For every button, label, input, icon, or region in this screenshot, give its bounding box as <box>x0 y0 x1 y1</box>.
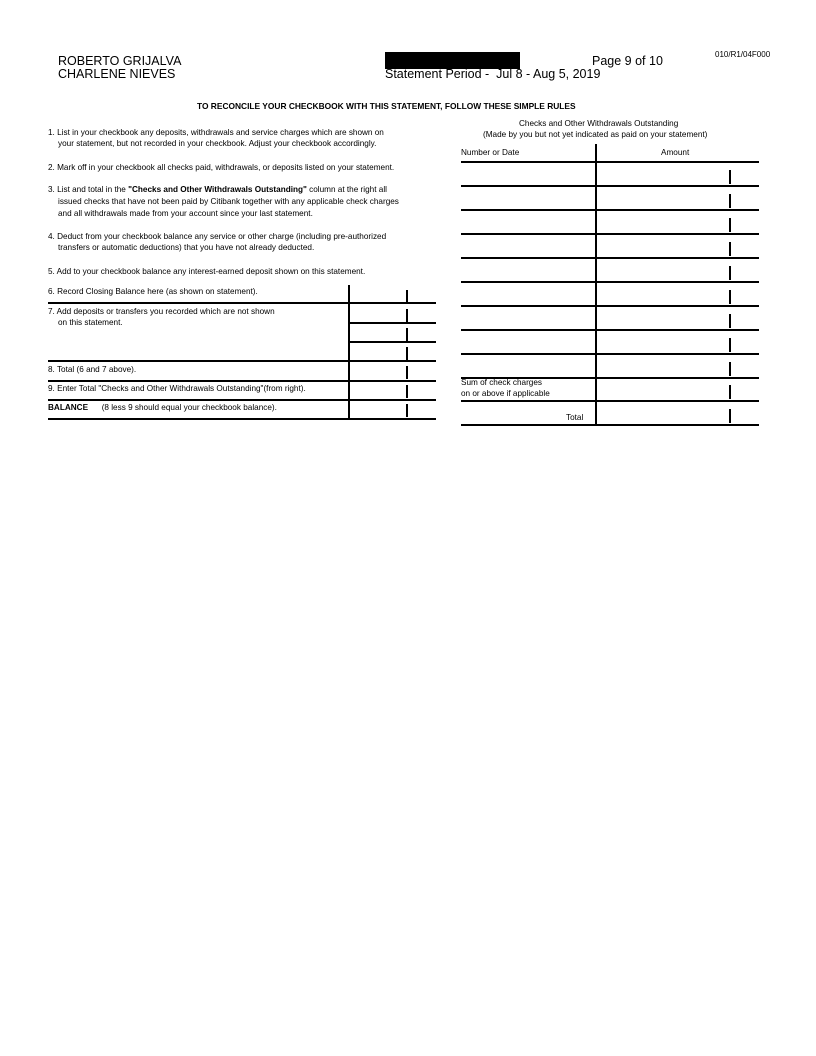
col-number-header: Number or Date <box>461 148 520 157</box>
rule-2: 2. Mark off in your checkbook all checks paid, withdrawals, or deposits listed on your statement. <box>48 163 395 172</box>
outstanding-cents-tick <box>729 409 731 423</box>
outstanding-cents-tick <box>729 385 731 399</box>
rule-7-line-2: on this statement. <box>58 318 123 327</box>
account-holder-2: CHARLENE NIEVES <box>58 67 176 81</box>
rule-3-pre: 3. List and total in the <box>48 185 129 194</box>
rule-3-bold: "Checks and Other Withdrawals Outstanding" <box>128 185 307 194</box>
sum-label-line-1: Sum of check charges <box>461 378 543 387</box>
col-amount-header: Amount <box>661 148 690 157</box>
rule-7-line-1: 7. Add deposits or transfers you recorded which are not shown <box>48 307 275 316</box>
statement-period: Statement Period - Jul 8 - Aug 5, 2019 <box>385 67 601 81</box>
rule-4-line-1: 4. Deduct from your checkbook balance any service or other charge (including pre-authorized <box>48 232 387 241</box>
cents-tick-7a <box>406 309 408 322</box>
outstanding-row-line <box>461 281 759 283</box>
balance-bottom <box>48 418 436 420</box>
row-7b-bottom <box>349 341 436 343</box>
rule-8: 8. Total (6 and 7 above). <box>48 365 137 374</box>
rule-1-line-2: your statement, but not recorded in your checkbook. Adjust your checkbook accordingly. <box>58 139 377 148</box>
left-amount-divider <box>348 285 350 419</box>
balance-label: BALANCE <box>48 403 89 412</box>
outstanding-cents-tick <box>729 242 731 256</box>
cents-tick-8 <box>406 366 408 379</box>
outstanding-cents-tick <box>729 194 731 208</box>
outstanding-row-line <box>461 233 759 235</box>
outstanding-cents-tick <box>729 290 731 304</box>
outstanding-row-line <box>461 257 759 259</box>
row-9-bottom <box>48 399 436 401</box>
outstanding-cents-tick <box>729 218 731 232</box>
outstanding-row-line <box>461 400 759 402</box>
row-8-bottom <box>48 380 436 382</box>
row-6-bottom <box>48 302 436 304</box>
rule-3-line-1 <box>48 184 387 195</box>
row-7-bottom <box>48 360 436 362</box>
rule-1-line-1: 1. List in your checkbook any deposits, withdrawals and service charges which are shown on <box>48 128 384 137</box>
outstanding-cents-tick <box>729 338 731 352</box>
outstanding-row-line <box>461 353 759 355</box>
outstanding-row-line <box>461 329 759 331</box>
cents-tick-7c <box>406 347 408 360</box>
outstanding-row-line <box>461 161 759 163</box>
total-label: Total <box>566 413 584 422</box>
reconcile-title: TO RECONCILE YOUR CHECKBOOK WITH THIS STATEMENT, FOLLOW THESE SIMPLE RULES <box>197 101 576 111</box>
cents-tick-9 <box>406 385 408 398</box>
outstanding-cents-tick <box>729 170 731 184</box>
rule-9: 9. Enter Total "Checks and Other Withdrawals Outstanding"(from right). <box>48 384 306 393</box>
sum-label-line-2: on or above if applicable <box>461 389 550 398</box>
form-code: 010/R1/04F000 <box>715 50 771 59</box>
rule-6: 6. Record Closing Balance here (as shown on statement). <box>48 287 258 296</box>
outstanding-subtitle: (Made by you but not yet indicated as paid on your statement) <box>483 130 708 139</box>
outstanding-cents-tick <box>729 266 731 280</box>
rule-5: 5. Add to your checkbook balance any interest-earned deposit shown on this statement. <box>48 267 366 276</box>
outstanding-row-line <box>461 185 759 187</box>
rule-3-line-2: issued checks that have not been paid by Citibank together with any applicable check charges <box>58 197 399 206</box>
cents-tick-balance <box>406 404 408 417</box>
row-7a-bottom <box>349 322 436 324</box>
rule-3-post: column at the right all <box>306 185 387 194</box>
balance-row <box>48 402 277 413</box>
page-number: Page 9 of 10 <box>592 54 663 68</box>
outstanding-cents-tick <box>729 362 731 376</box>
outstanding-row-line <box>461 209 759 211</box>
balance-text: (8 less 9 should equal your checkbook balance). <box>101 403 277 412</box>
cents-tick-7b <box>406 328 408 341</box>
outstanding-title: Checks and Other Withdrawals Outstanding <box>519 119 679 128</box>
outstanding-row-line <box>461 424 759 426</box>
outstanding-row-line <box>461 305 759 307</box>
account-holder-1: ROBERTO GRIJALVA <box>58 54 182 68</box>
rule-3-line-3: and all withdrawals made from your account since your last statement. <box>58 209 313 218</box>
outstanding-cents-tick <box>729 314 731 328</box>
rule-4-line-2: transfers or automatic deductions) that you have not already deducted. <box>58 243 315 252</box>
cents-tick-6 <box>406 290 408 303</box>
